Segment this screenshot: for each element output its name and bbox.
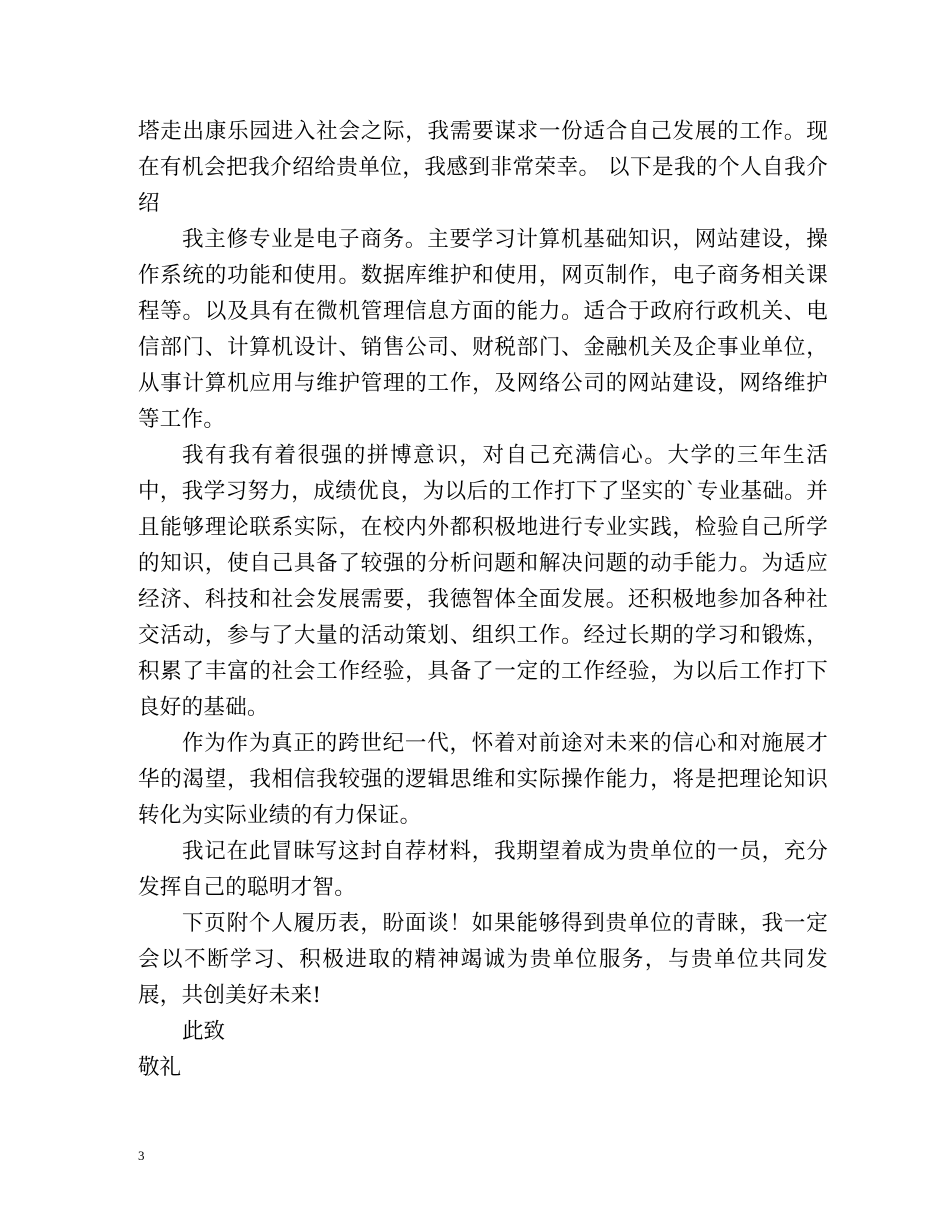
paragraph-aspiration: 作为作为真正的跨世纪一代，怀着对前途对未来的信心和对施展才华的渴望，我相信我较强的逻辑思维和实际操作能力，将是把理论知识转化为实际业绩的有力保证。 — [138, 731, 828, 828]
paragraph-intro: 塔走出康乐园进入社会之际，我需要谋求一份适合自己发展的工作。现在有机会把我介绍给贵单位，我感到非常荣幸。 以下是我的个人自我介绍 — [138, 119, 828, 216]
paragraph-closing: 下页附个人履历表，盼面谈！如果能够得到贵单位的青睐，我一定会以不断学习、积极进取的精神竭诚为贵单位服务，与贵单位共同发展，共创美好未来! — [138, 911, 828, 1008]
letter-body — [138, 114, 828, 1086]
paragraph-recommendation: 我记在此冒昧写这封自荐材料，我期望着成为贵单位的一员，充分发挥自己的聪明才智。 — [138, 839, 828, 900]
paragraph-major: 我主修专业是电子商务。主要学习计算机基础知识，网站建设，操作系统的功能和使用。数据库维护和使用，网页制作，电子商务相关课程等。以及具有在微机管理信息方面的能力。适合于政府行政机关、电信部门、计算机设计、销售公司、财税部门、金融机关及企事业单位，从事计算机应用与维护管理的工作，及网络公司的网站建设，网络维护等工作。 — [138, 227, 828, 432]
paragraph-self-assessment: 我有我有着很强的拼博意识，对自己充满信心。大学的三年生活中，我学习努力，成绩优良，为以后的工作打下了坚实的`专业基础。并且能够理论联系实际，在校内外都积极地进行专业实践，检验自己所学的知识，使自己具备了较强的分析问题和解决问题的动手能力。为适应经济、科技和社会发展需要，我德智体全面发展。还积极地参加各种社交活动，参与了大量的活动策划、组织工作。经过长期的学习和锻炼，积累了丰富的社会工作经验，具备了一定的工作经验，为以后工作打下良好的基础。 — [138, 443, 828, 720]
page-number: 3 — [138, 1148, 145, 1163]
closing-salute: 此致 — [182, 1019, 226, 1044]
closing-regards: 敬礼 — [138, 1055, 182, 1080]
